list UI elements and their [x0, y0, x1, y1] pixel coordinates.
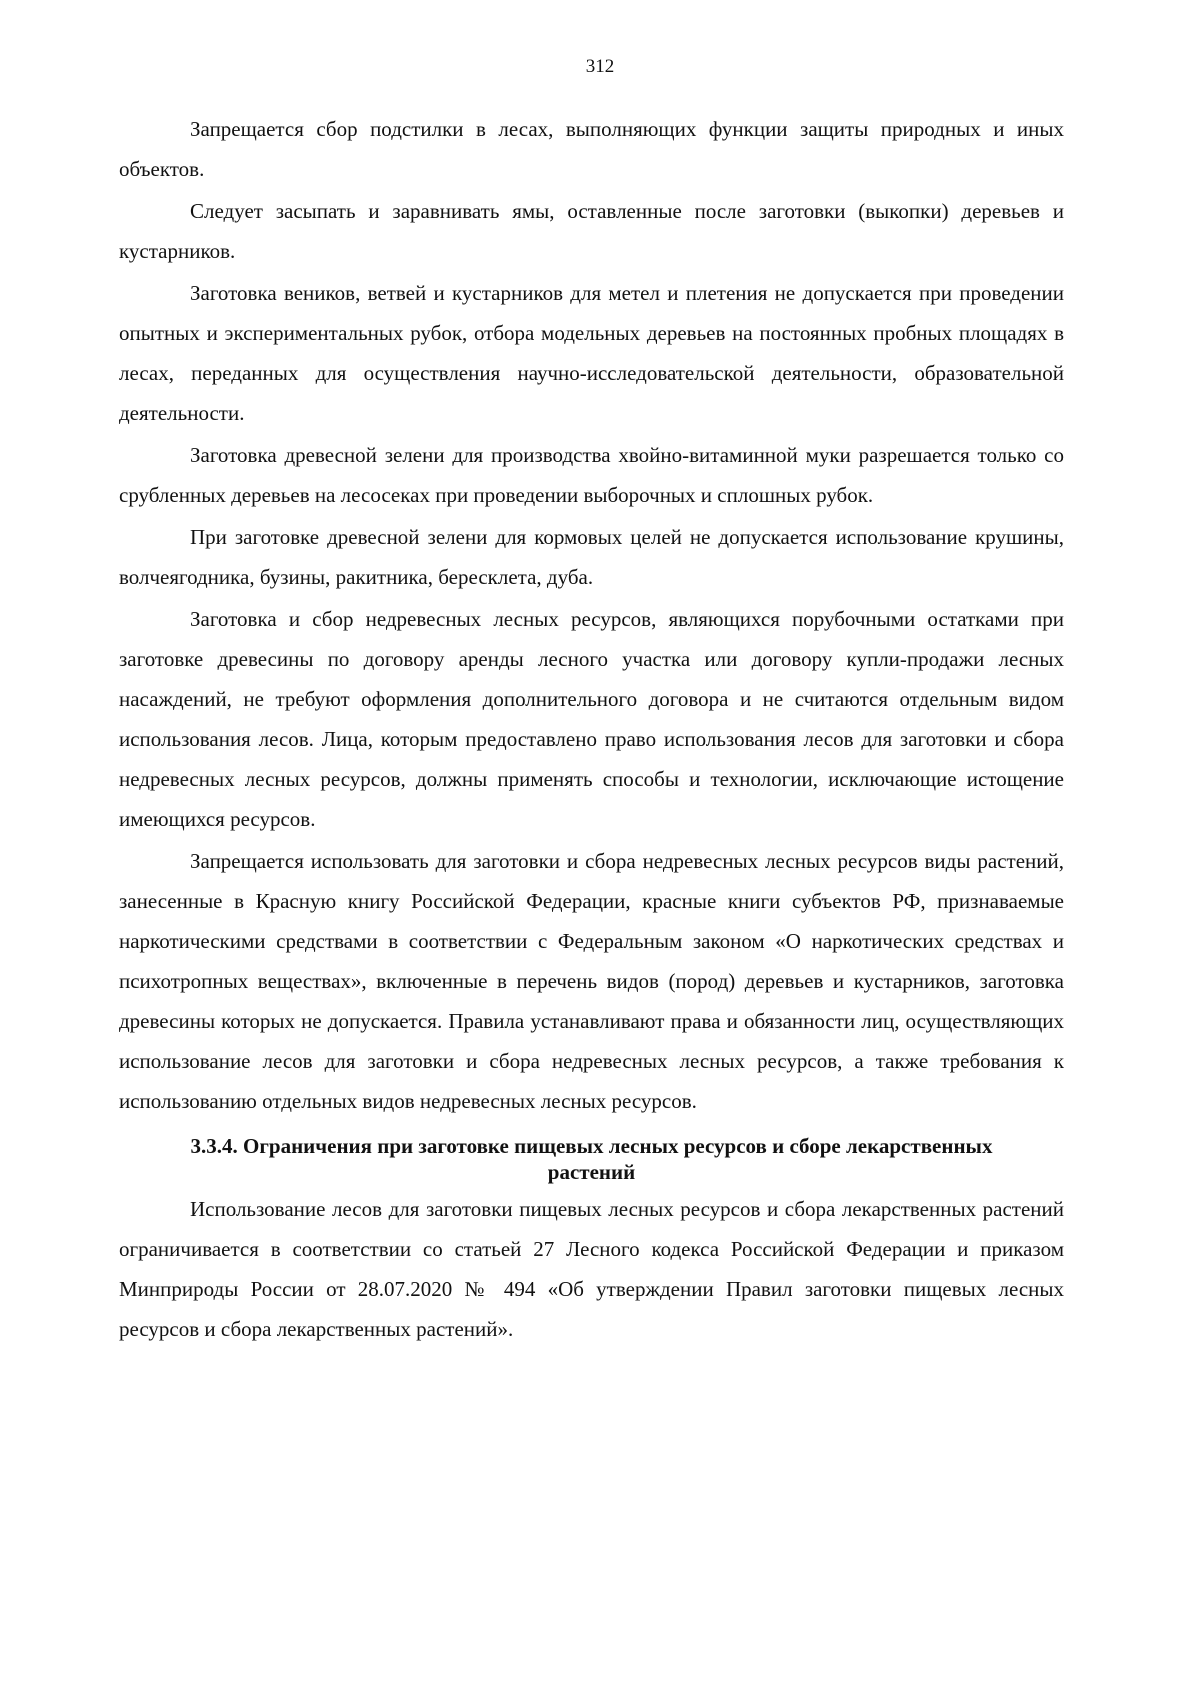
paragraph-brooms-branches: Заготовка веников, ветвей и кустарников для метел и плетения не допускается при проведении опытных и экспериментальных рубок, отбора модельных деревьев на постоянных пробных площадях в лесах, переданных для осуществления научно-исследовательской деятельности, образовательной деятельности. [119, 281, 1064, 425]
section-paragraph: Использование лесов для заготовки пищевых лесных ресурсов и сбора лекарственных растений ограничивается в соответствии со статьей 27 Лесного кодекса Российской Федерации и приказом Минприроды России от 28.07.2020 № 494 «Об утверждении Правил заготовки пищевых лесных ресурсов и сбора лекарственных растений». [119, 1197, 1064, 1341]
paragraph-logging-residues: Заготовка и сбор недревесных лесных ресурсов, являющихся порубочными остатками при заготовке древесины по договору аренды лесного участка или договору купли-продажи лесных насаждений, не требуют оформления дополнительного договора и не считаются отдельным видом использования лесов. Лица, которым предоставлено право использования лесов для заготовки и сбора недревесных лесных ресурсов, должны применять способы и технологии, исключающие истощение имеющихся ресурсов. [119, 607, 1064, 831]
paragraph-wood-greenery-flour: Заготовка древесной зелени для производства хвойно-витаминной муки разрешается только со срубленных деревьев на лесосеках при проведении выборочных и сплошных рубок. [119, 443, 1064, 507]
paragraph-fill-pits: Следует засыпать и заравнивать ямы, оставленные после заготовки (выкопки) деревьев и кустарников. [119, 199, 1064, 263]
paragraph-protected-species: Запрещается использовать для заготовки и сбора недревесных лесных ресурсов виды растений, занесенные в Красную книгу Российской Федерации, красные книги субъектов РФ, признаваемые наркотическими средствами в соответствии с Федеральным законом «О наркотических средствах и психотропных веществах», включенные в перечень видов (пород) деревьев и кустарников, заготовка древесины которых не допускается. Правила устанавливают права и обязанности лиц, осуществляющих использование лесов для заготовки и сбора недревесных лесных ресурсов, а также требования к использованию отдельных видов недревесных лесных ресурсов. [119, 849, 1064, 1113]
paragraph-litter-ban: Запрещается сбор подстилки в лесах, выполняющих функции защиты природных и иных объектов. [119, 117, 1064, 181]
page-number: 312 [585, 56, 615, 77]
paragraph-fodder-greenery: При заготовке древесной зелени для кормовых целей не допускается использование крушины, волчеягодника, бузины, ракитника, бересклета, дуба. [119, 525, 1064, 589]
section-heading: 3.3.4. Ограничения при заготовке пищевых лесных ресурсов и сборе лекарственных растений [190, 1134, 993, 1184]
document-body [119, 109, 1064, 1351]
